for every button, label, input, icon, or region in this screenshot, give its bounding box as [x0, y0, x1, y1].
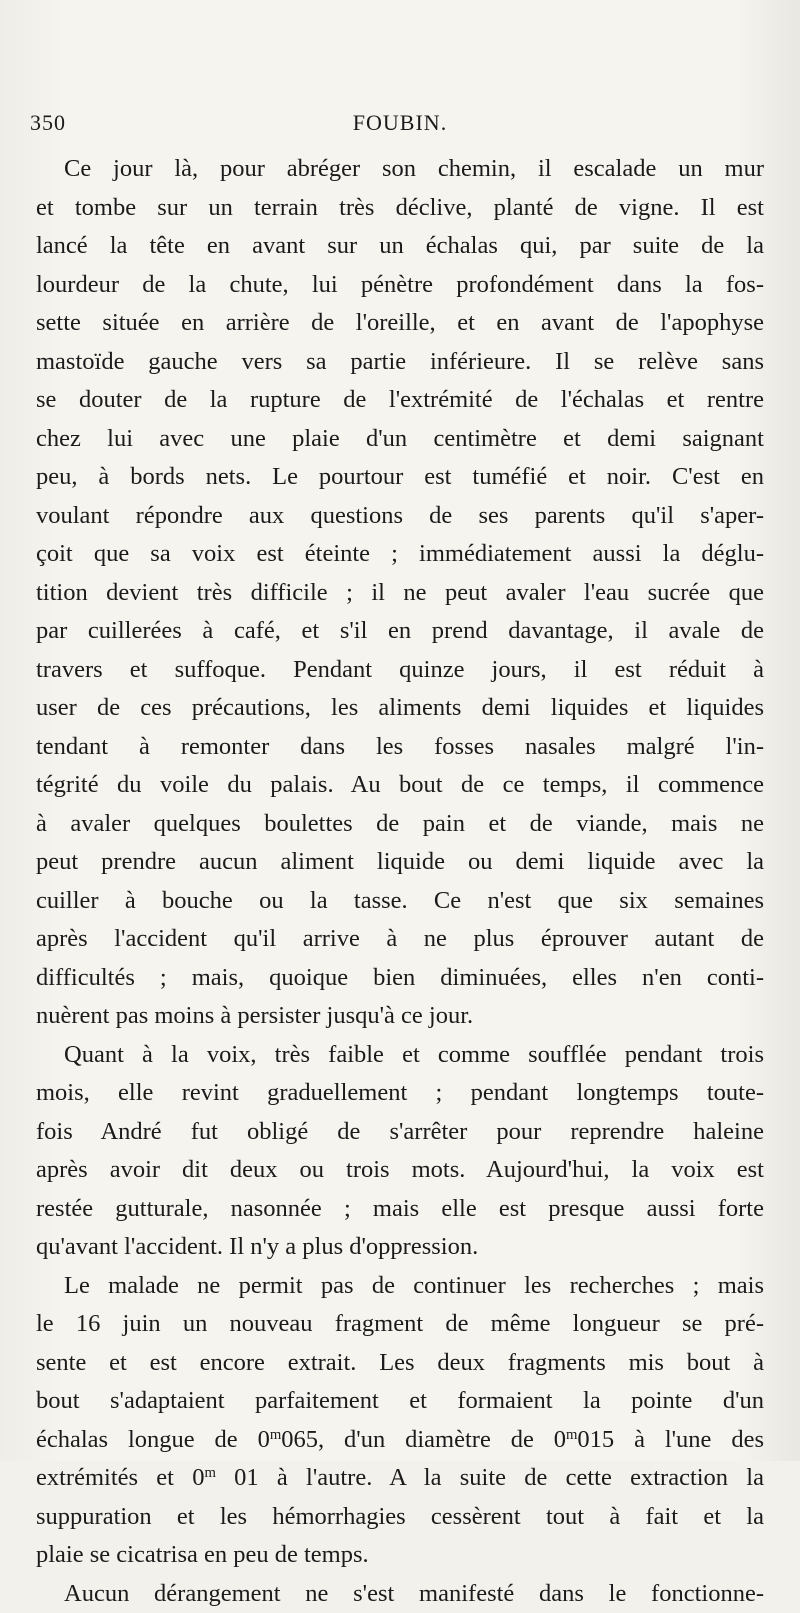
text-line: plaie se cicatrisa en peu de temps.	[36, 1536, 764, 1575]
text-fragment: échalas longue de 0	[36, 1426, 270, 1453]
paragraph-3	[36, 1267, 764, 1575]
text-line: mois, elle revint graduellement ; pendant longtemps toute-	[36, 1074, 764, 1113]
text-fragment: extrémités et 0	[36, 1464, 204, 1491]
page-header	[30, 110, 770, 144]
text-line: user de ces précautions, les aliments demi liquides et liquides	[36, 689, 764, 728]
text-line: suppuration et les hémorrhagies cessèrent tout à fait et la	[36, 1498, 764, 1537]
text-line: à avaler quelques boulettes de pain et de viande, mais ne	[36, 805, 764, 844]
text-line: qu'avant l'accident. Il n'y a plus d'oppression.	[36, 1228, 764, 1267]
text-line: chez lui avec une plaie d'un centimètre et demi saignant	[36, 420, 764, 459]
text-line: lancé la tête en avant sur un échalas qui, par suite de la	[36, 227, 764, 266]
text-line: Quant à la voix, très faible et comme soufflée pendant trois	[36, 1036, 764, 1075]
paragraph-4	[36, 1575, 764, 1613]
text-line: tition devient très difficile ; il ne peut avaler l'eau sucrée que	[36, 574, 764, 613]
text-line: se douter de la rupture de l'extrémité de l'échalas et rentre	[36, 381, 764, 420]
page-number: 350	[30, 110, 66, 136]
text-fragment: 065, d'un diamètre de 0	[281, 1426, 566, 1453]
text-line: travers et suffoque. Pendant quinze jours, il est réduit à	[36, 651, 764, 690]
unit-superscript: m	[204, 1465, 215, 1481]
text-line-measurements	[36, 1459, 764, 1498]
text-fragment: 01 à l'autre. A la suite de cette extraction la	[216, 1464, 764, 1491]
text-line: sette située en arrière de l'oreille, et en avant de l'apophyse	[36, 304, 764, 343]
text-line: mastoïde gauche vers sa partie inférieure. Il se relève sans	[36, 343, 764, 382]
unit-superscript: m	[270, 1426, 281, 1442]
body-text	[36, 150, 764, 1613]
paragraph-1	[36, 150, 764, 1036]
text-line: Ce jour là, pour abréger son chemin, il escalade un mur	[36, 150, 764, 189]
text-line: après avoir dit deux ou trois mots. Aujourd'hui, la voix est	[36, 1151, 764, 1190]
text-line: cuiller à bouche ou la tasse. Ce n'est que six semaines	[36, 882, 764, 921]
text-line: après l'accident qu'il arrive à ne plus éprouver autant de	[36, 920, 764, 959]
text-line: sente et est encore extrait. Les deux fragments mis bout à	[36, 1344, 764, 1383]
text-line: voulant répondre aux questions de ses parents qu'il s'aper-	[36, 497, 764, 536]
text-line: tendant à remonter dans les fosses nasales malgré l'in-	[36, 728, 764, 767]
text-line: Le malade ne permit pas de continuer les recherches ; mais	[36, 1267, 764, 1306]
text-line: nuèrent pas moins à persister jusqu'à ce jour.	[36, 997, 764, 1036]
text-line-measurements	[36, 1421, 764, 1460]
paragraph-2	[36, 1036, 764, 1267]
text-line: bout s'adaptaient parfaitement et formaient la pointe d'un	[36, 1382, 764, 1421]
text-line: Aucun dérangement ne s'est manifesté dans le fonctionne-	[36, 1575, 764, 1613]
unit-superscript: m	[566, 1426, 577, 1442]
text-line: peut prendre aucun aliment liquide ou demi liquide avec la	[36, 843, 764, 882]
text-line: peu, à bords nets. Le pourtour est tuméfié et noir. C'est en	[36, 458, 764, 497]
text-line: lourdeur de la chute, lui pénètre profondément dans la fos-	[36, 266, 764, 305]
text-line: et tombe sur un terrain très déclive, planté de vigne. Il est	[36, 189, 764, 228]
text-line: difficultés ; mais, quoique bien diminuées, elles n'en conti-	[36, 959, 764, 998]
text-line: le 16 juin un nouveau fragment de même longueur se pré-	[36, 1305, 764, 1344]
text-line: restée gutturale, nasonnée ; mais elle est presque aussi forte	[36, 1190, 764, 1229]
text-line: par cuillerées à café, et s'il en prend davantage, il avale de	[36, 612, 764, 651]
text-fragment: 015 à l'une des	[577, 1426, 764, 1453]
text-line: çoit que sa voix est éteinte ; immédiatement aussi la déglu-	[36, 535, 764, 574]
text-line: fois André fut obligé de s'arrêter pour reprendre haleine	[36, 1113, 764, 1152]
running-head: FOUBIN.	[30, 110, 770, 136]
text-line: tégrité du voile du palais. Au bout de ce temps, il commence	[36, 766, 764, 805]
